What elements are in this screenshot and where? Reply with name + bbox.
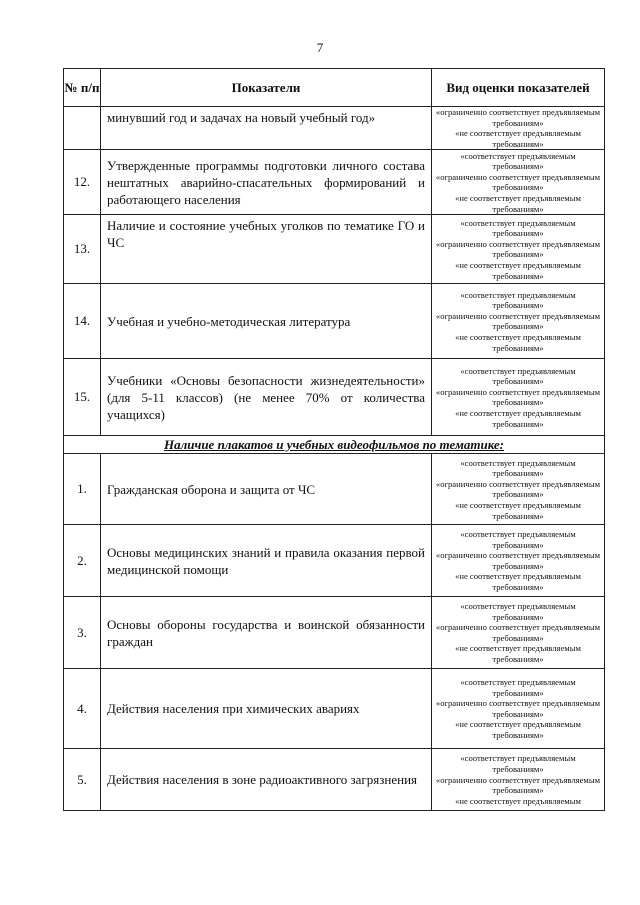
row-number: 2. xyxy=(64,525,101,597)
row-indicator: Утвержденные программы подготовки личного состава нештатных аварийно-спасательных формирований и работающего населения xyxy=(101,150,432,215)
header-num: № п/п xyxy=(64,69,101,107)
row-indicator: Учебная и учебно-методическая литература xyxy=(101,284,432,359)
assessment-option: «соответствует предъявляемым требованиям» xyxy=(460,601,576,622)
table-row xyxy=(64,597,605,669)
assessment-option: «ограниченно соответствует предъявляемым требованиям» xyxy=(435,386,601,408)
assessment-option: «не соответствует предъявляемым требованиям» xyxy=(455,499,581,521)
row-number: 3. xyxy=(64,597,101,669)
assessment-option: «соответствует предъявляемым требованиям» xyxy=(460,529,576,550)
row-indicator: Гражданская оборона и защита от ЧС xyxy=(101,454,432,525)
table-row xyxy=(64,215,605,284)
row-number: 12. xyxy=(64,150,101,215)
row-indicator: Действия населения при химических авариях xyxy=(101,669,432,749)
assessment-option: «соответствует предъявляемым требованиям» xyxy=(460,150,576,172)
assessment-option: «не соответствует предъявляемым требованиям» xyxy=(455,259,581,281)
assessment-option: «не соответствует предъявляемым требованиям» xyxy=(455,331,581,353)
row-number: 15. xyxy=(64,359,101,436)
row-number: 5. xyxy=(64,749,101,811)
section-row xyxy=(64,436,605,454)
assessment-option: «соответствует предъявляемым требованиям» xyxy=(460,677,576,698)
row-assessment xyxy=(432,150,605,215)
row-assessment xyxy=(432,359,605,436)
table-row xyxy=(64,669,605,749)
row-assessment xyxy=(432,107,605,150)
assessment-option: «соответствует предъявляемым требованиям» xyxy=(460,753,576,774)
page-number: 7 xyxy=(316,40,324,55)
row-assessment xyxy=(432,669,605,749)
table-row xyxy=(64,749,605,811)
assessment-option: «ограниченно соответствует предъявляемым требованиям» xyxy=(435,774,601,796)
assessment-option: «ограниченно соответствует предъявляемым требованиям» xyxy=(435,238,601,260)
row-number: 13. xyxy=(64,215,101,284)
assessment-option: «ограниченно соответствует предъявляемым требованиям» xyxy=(435,478,601,500)
assessment-option: «ограниченно соответствует предъявляемым требованиям» xyxy=(435,310,601,332)
row-number xyxy=(64,107,101,150)
header-assessment: Вид оценки показателей xyxy=(432,69,605,107)
section-title: Наличие плакатов и учебных видеофильмов по тематике: xyxy=(64,436,605,454)
row-assessment xyxy=(432,454,605,525)
row-assessment xyxy=(432,215,605,284)
row-indicator: минувший год и задачах на новый учебный год» xyxy=(101,107,432,150)
assessment-option: «ограниченно соответствует предъявляемым требованиям» xyxy=(435,171,601,193)
table-row xyxy=(64,454,605,525)
table-row xyxy=(64,150,605,215)
row-indicator: Действия населения в зоне радиоактивного загрязнения xyxy=(101,749,432,811)
assessment-option: «не соответствует предъявляемым требованиям» xyxy=(455,192,581,214)
assessment-option: «соответствует предъявляемым требованиям» xyxy=(460,289,576,311)
table-row xyxy=(64,525,605,597)
assessment-option: «не соответствует предъявляемым требованиям» xyxy=(455,571,581,593)
row-indicator: Основы медицинских знаний и правила оказания первой медицинской помощи xyxy=(101,525,432,597)
table-row xyxy=(64,284,605,359)
table-row xyxy=(64,107,605,150)
assessment-option: «соответствует предъявляемым требованиям» xyxy=(460,217,576,239)
assessment-option: «не соответствует предъявляемым требованиям» xyxy=(455,407,581,429)
indicators-table xyxy=(63,68,605,811)
assessment-option: «не соответствует предъявляемым требованиям» xyxy=(455,643,581,665)
assessment-option: «соответствует предъявляемым требованиям» xyxy=(460,365,576,387)
assessment-option: «не соответствует предъявляемым требованиям» xyxy=(455,719,581,741)
row-number: 14. xyxy=(64,284,101,359)
assessment-option: «не соответствует предъявляемым xyxy=(455,795,581,806)
assessment-option: «ограниченно соответствует предъявляемым требованиям» xyxy=(435,622,601,643)
row-indicator: Учебники «Основы безопасности жизнедеятельности» (для 5-11 классов) (не менее 70% от количества учащихся) xyxy=(101,359,432,436)
row-number: 4. xyxy=(64,669,101,749)
assessment-option: «ограниченно соответствует предъявляемым требованиям» xyxy=(435,550,601,571)
row-assessment xyxy=(432,597,605,669)
row-assessment xyxy=(432,525,605,597)
row-assessment xyxy=(432,284,605,359)
assessment-option: «соответствует предъявляемым требованиям» xyxy=(460,457,576,479)
row-indicator: Основы обороны государства и воинской обязанности граждан xyxy=(101,597,432,669)
row-indicator: Наличие и состояние учебных уголков по тематике ГО и ЧС xyxy=(101,215,432,284)
assessment-option: «ограниченно соответствует предъявляемым требованиям» xyxy=(435,698,601,719)
row-assessment xyxy=(432,749,605,811)
assessment-option: «ограниченно соответствует предъявляемым требованиям» xyxy=(435,107,601,128)
table-row xyxy=(64,359,605,436)
assessment-option: «не соответствует предъявляемым требованиям» xyxy=(455,128,581,149)
row-number: 1. xyxy=(64,454,101,525)
header-indicators: Показатели xyxy=(101,69,432,107)
